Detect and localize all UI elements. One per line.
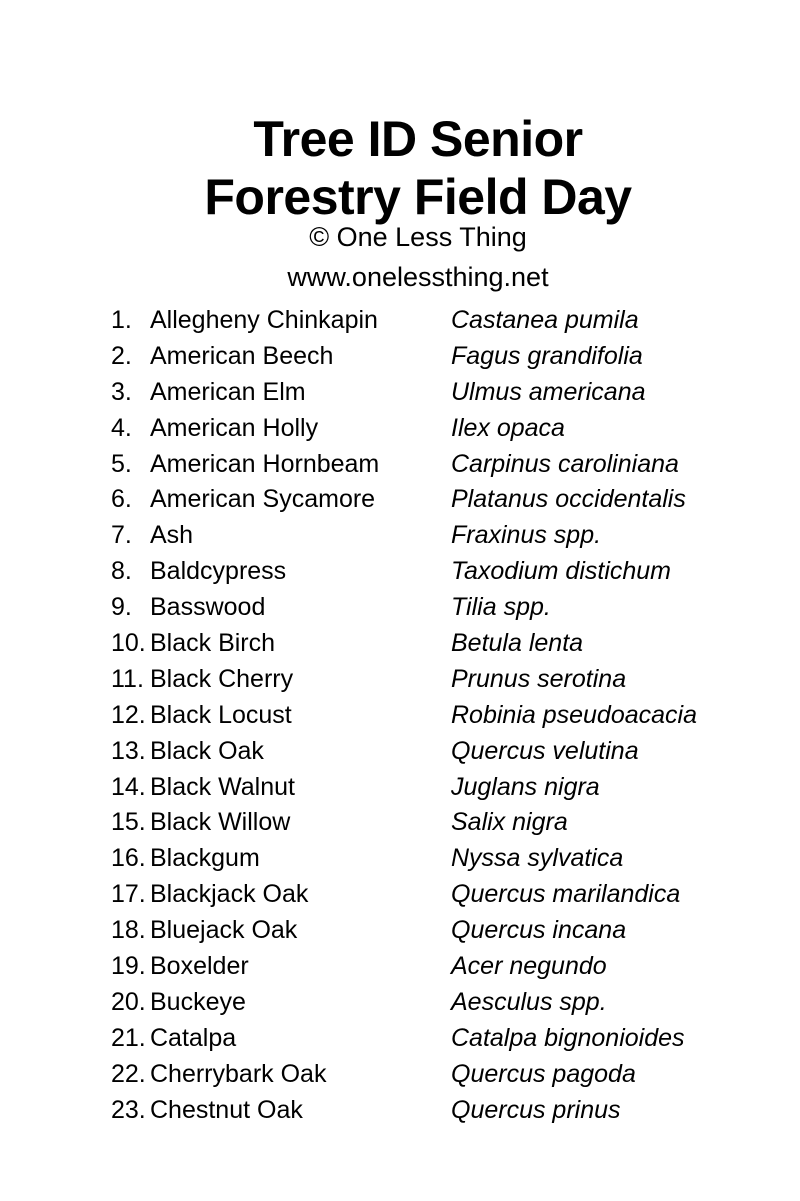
tree-common-name: Bluejack Oak: [150, 916, 298, 945]
tree-number: 20.: [111, 987, 146, 1016]
tree-common-name: Chestnut Oak: [150, 1095, 303, 1124]
tree-scientific-name: Quercus velutina: [451, 736, 639, 765]
tree-list-item: [0, 410, 800, 446]
tree-list-item: [0, 697, 800, 733]
tree-list-item: [0, 984, 800, 1020]
tree-number: 23.: [111, 1095, 146, 1124]
tree-scientific-name: Prunus serotina: [451, 664, 627, 693]
tree-common-name: American Sycamore: [150, 485, 376, 514]
tree-list-item: [0, 589, 800, 625]
tree-common-name: Buckeye: [150, 987, 246, 1016]
tree-scientific-name: Platanus occidentalis: [451, 485, 686, 514]
tree-common-name: Baldcypress: [150, 557, 287, 586]
tree-list-item: [0, 374, 800, 410]
tree-number: 14.: [111, 772, 146, 801]
tree-number: 11.: [111, 664, 144, 693]
tree-scientific-name: Taxodium distichum: [451, 557, 672, 586]
tree-scientific-name: Quercus marilandica: [451, 880, 681, 909]
tree-scientific-name: Robinia pseudoacacia: [451, 700, 698, 729]
tree-common-name: American Elm: [150, 377, 306, 406]
tree-list-item: [0, 338, 800, 374]
tree-scientific-name: Castanea pumila: [451, 306, 639, 334]
tree-number: 7.: [111, 521, 132, 550]
tree-list-item: [0, 661, 800, 697]
tree-scientific-name: Quercus prinus: [451, 1095, 621, 1124]
tree-common-name: Blackgum: [150, 844, 260, 873]
tree-scientific-name: Juglans nigra: [451, 772, 600, 801]
tree-scientific-name: Quercus pagoda: [451, 1059, 636, 1088]
tree-number: 18.: [111, 916, 146, 945]
tree-list-item: [0, 481, 800, 517]
tree-common-name: American Holly: [150, 413, 319, 442]
title-line-2: Forestry Field Day: [204, 169, 632, 225]
tree-scientific-name: Acer negundo: [451, 952, 607, 981]
tree-scientific-name: Ilex opaca: [451, 413, 565, 442]
tree-scientific-name: Betula lenta: [451, 629, 584, 658]
tree-common-name: Black Locust: [150, 700, 292, 729]
tree-common-name: Black Willow: [150, 808, 291, 837]
tree-list-item: [0, 1092, 800, 1128]
tree-number: 4.: [111, 413, 132, 442]
tree-common-name: Black Cherry: [150, 664, 294, 693]
tree-common-name: Allegheny Chinkapin: [150, 306, 378, 334]
tree-common-name: Catalpa: [150, 1023, 237, 1052]
tree-list-item: [0, 840, 800, 876]
tree-scientific-name: Quercus incana: [451, 916, 627, 945]
tree-number: 10.: [111, 629, 146, 658]
tree-list-item: [0, 517, 800, 553]
tree-common-name: Black Walnut: [150, 772, 295, 801]
tree-scientific-name: Catalpa bignonioides: [451, 1023, 685, 1052]
tree-number: 22.: [111, 1059, 146, 1088]
tree-list-item: [0, 912, 800, 948]
tree-number: 9.: [111, 593, 132, 622]
tree-number: 12.: [111, 700, 146, 729]
tree-list-item: [0, 302, 800, 338]
tree-scientific-name: Aesculus spp.: [451, 987, 607, 1016]
tree-list: [0, 302, 800, 1127]
tree-list-item: [0, 876, 800, 912]
tree-scientific-name: Fraxinus spp.: [451, 521, 602, 550]
tree-list-item: [0, 733, 800, 769]
tree-number: 17.: [111, 880, 146, 909]
tree-number: 6.: [111, 485, 132, 514]
tree-common-name: Blackjack Oak: [150, 880, 309, 909]
tree-common-name: Boxelder: [150, 952, 249, 981]
website-url: www.onelessthing.net: [287, 262, 549, 292]
tree-list-item: [0, 769, 800, 805]
tree-common-name: Cherrybark Oak: [150, 1059, 327, 1088]
tree-number: 16.: [111, 844, 146, 873]
tree-common-name: Black Oak: [150, 736, 264, 765]
tree-number: 5.: [111, 449, 132, 478]
tree-number: 1.: [111, 306, 132, 334]
tree-scientific-name: Tilia spp.: [451, 593, 551, 622]
tree-number: 13.: [111, 736, 146, 765]
tree-number: 15.: [111, 808, 146, 837]
tree-list-item: [0, 625, 800, 661]
tree-number: 19.: [111, 952, 146, 981]
copyright-notice: © One Less Thing: [309, 222, 527, 252]
tree-number: 3.: [111, 377, 132, 406]
tree-number: 2.: [111, 341, 132, 370]
tree-scientific-name: Ulmus americana: [451, 377, 646, 406]
tree-scientific-name: Nyssa sylvatica: [451, 844, 624, 873]
tree-scientific-name: Carpinus caroliniana: [451, 449, 679, 478]
tree-scientific-name: Fagus grandifolia: [451, 341, 643, 370]
tree-list-item: [0, 804, 800, 840]
tree-number: 21.: [111, 1023, 146, 1052]
tree-list-item: [0, 948, 800, 984]
tree-list-item: [0, 1056, 800, 1092]
tree-common-name: Black Birch: [150, 629, 276, 658]
tree-common-name: American Hornbeam: [150, 449, 380, 478]
tree-list-item: [0, 1020, 800, 1056]
tree-common-name: Ash: [150, 521, 194, 550]
tree-scientific-name: Salix nigra: [451, 808, 568, 837]
title-line-1: Tree ID Senior: [253, 111, 583, 167]
tree-common-name: American Beech: [150, 341, 334, 370]
tree-list-item: [0, 446, 800, 482]
tree-list-item: [0, 553, 800, 589]
tree-common-name: Basswood: [150, 593, 266, 622]
tree-number: 8.: [111, 557, 132, 586]
